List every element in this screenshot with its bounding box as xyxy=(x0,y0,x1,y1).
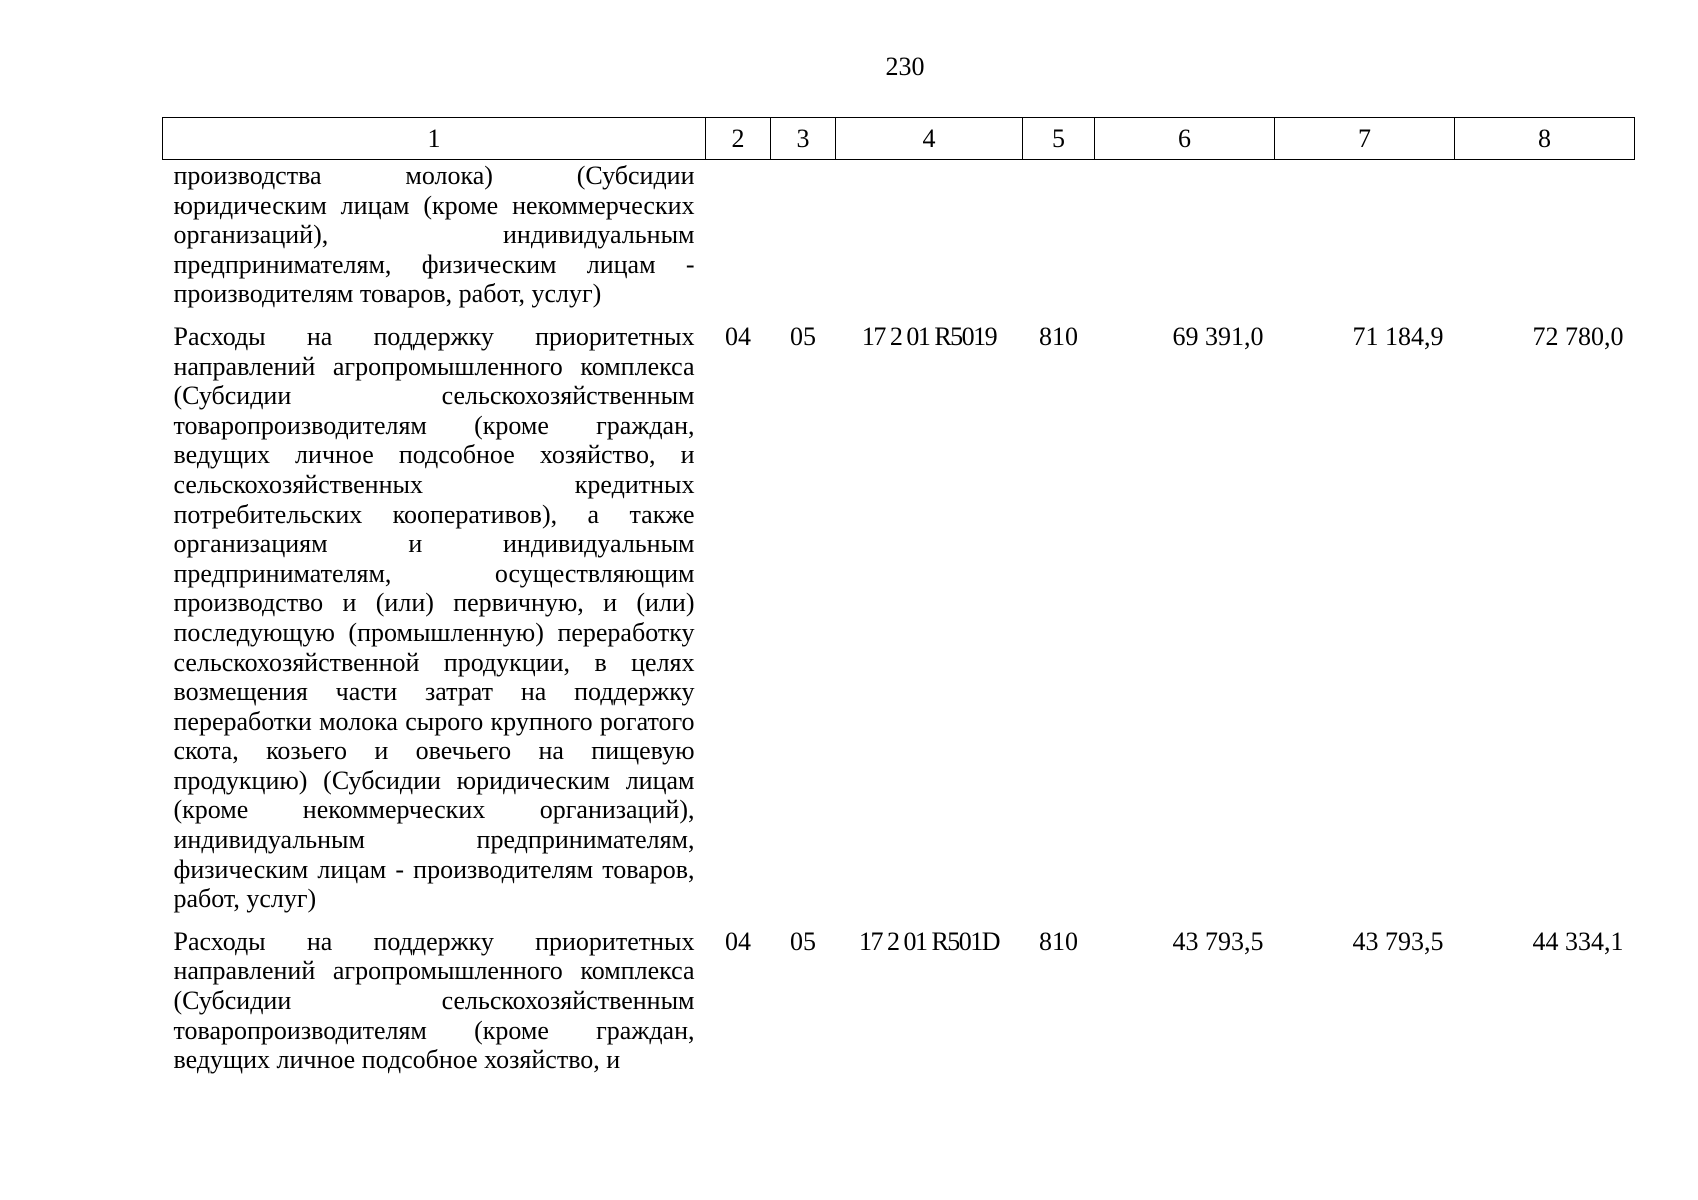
row-amount-3 xyxy=(1455,160,1635,309)
header-col-8: 8 xyxy=(1455,118,1635,160)
row-subsection xyxy=(771,160,836,309)
row-section xyxy=(706,160,771,309)
row-section: 04 xyxy=(725,926,751,956)
row-target-article xyxy=(836,160,1023,309)
header-col-3: 3 xyxy=(771,118,836,160)
table-body xyxy=(163,160,1635,1075)
row-amount-1 xyxy=(1095,160,1275,309)
row-amount-3: 72 780,0 xyxy=(1532,321,1624,351)
budget-table xyxy=(162,117,1635,1075)
header-col-7: 7 xyxy=(1275,118,1455,160)
row-amount-2: 71 184,9 xyxy=(1352,321,1444,351)
table-row xyxy=(163,160,1635,309)
row-amount-1: 69 391,0 xyxy=(1172,321,1264,351)
row-description: Расходы на поддержку приоритетных направлений агропромышленного комплекса (Субсидии сельскохозяйственным товаропроизводителям (кроме граждан, ведущих личное подсобное хозяйство, и сельскохозяйственных кредитных потребительских кооперативов), а также организациям и индивидуальным предпринимателям, осуществляющим производство и (или) первичную, и (или) последующую (промышленную) переработку сельскохозяйственной продукции, в целях возмещения части затрат на поддержку переработки молока сырого крупного рогатого скота, козьего и овечьего на пищевую продукцию) (Субсидии юридическим лицам (кроме некоммерческих организаций), индивидуальным предпринимателям, физическим лицам - производителям товаров, работ, услуг) xyxy=(173,321,695,914)
row-section: 04 xyxy=(725,321,751,351)
row-amount-3: 44 334,1 xyxy=(1532,926,1624,956)
header-col-1: 1 xyxy=(163,118,706,160)
row-amount-1: 43 793,5 xyxy=(1172,926,1264,956)
table-row xyxy=(163,309,1635,914)
header-col-6: 6 xyxy=(1095,118,1275,160)
header-col-5: 5 xyxy=(1023,118,1095,160)
header-col-4: 4 xyxy=(836,118,1023,160)
row-expense-type xyxy=(1023,160,1095,309)
table-row xyxy=(163,914,1635,1075)
table-header xyxy=(163,118,1635,160)
page-number: 230 xyxy=(885,52,925,81)
row-amount-2 xyxy=(1275,160,1455,309)
row-target-article: 17 2 01 R501D xyxy=(858,926,1000,956)
row-description: производства молока) (Субсидии юридическим лицам (кроме некоммерческих организаций), индивидуальным предпринимателям, физическим лицам - производителям товаров, работ, услуг) xyxy=(173,161,695,309)
row-description: Расходы на поддержку приоритетных направлений агропромышленного комплекса (Субсидии сельскохозяйственным товаропроизводителям (кроме граждан, ведущих личное подсобное хозяйство, и xyxy=(173,926,695,1075)
header-row xyxy=(163,118,1635,160)
row-subsection: 05 xyxy=(790,321,816,351)
row-subsection: 05 xyxy=(790,926,816,956)
row-expense-type: 810 xyxy=(1039,926,1078,956)
row-expense-type: 810 xyxy=(1039,321,1078,351)
row-target-article: 17 2 01 R5019 xyxy=(861,321,997,351)
row-amount-2: 43 793,5 xyxy=(1352,926,1444,956)
header-col-2: 2 xyxy=(706,118,771,160)
